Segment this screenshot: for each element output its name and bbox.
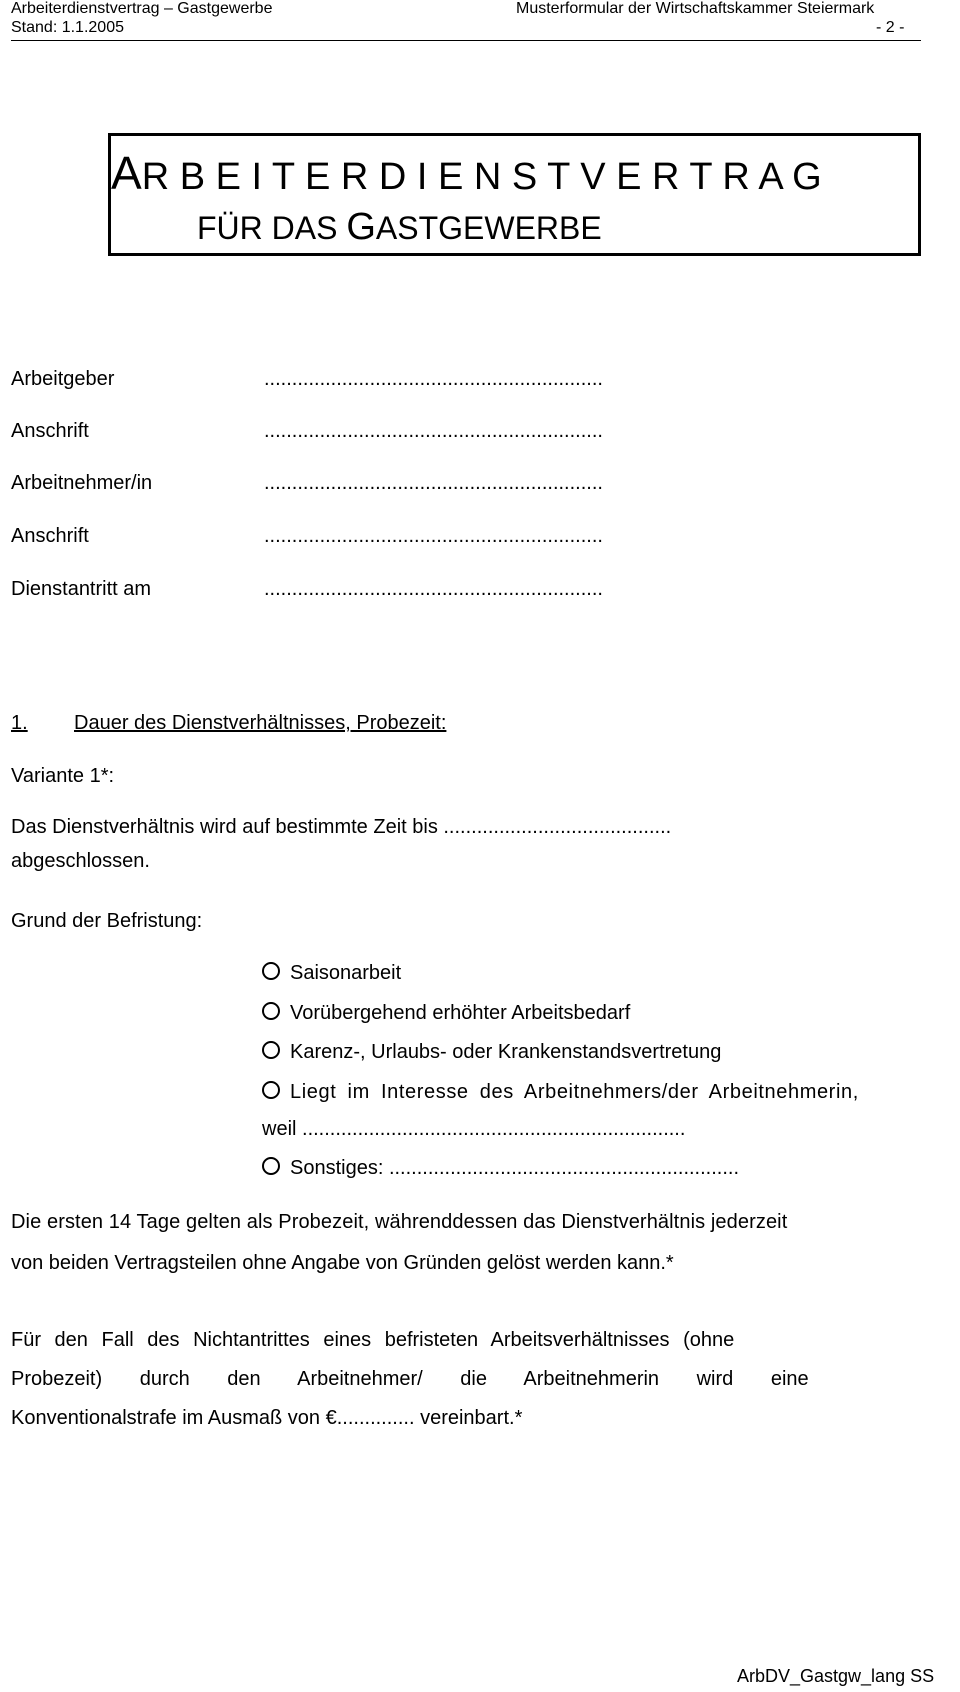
radio-circle-icon: [262, 1041, 280, 1059]
title-line-1: [111, 147, 822, 199]
option-weil-line[interactable]: weil .....................................................................: [262, 1118, 686, 1140]
title-line2-a: FÜR DAS: [197, 210, 347, 246]
option-voruebergehend[interactable]: [262, 1001, 630, 1025]
konventional-line-1: Für den Fall des Nichtantrittes eines befristeten Arbeitsverhältnisses (ohne: [11, 1329, 735, 1351]
title-rest: R B E I T E R D I E N S T V E R T R A G: [141, 156, 822, 198]
section-heading: Dauer des Dienstverhältnisses, Probezeit:: [74, 712, 447, 734]
option-sonstiges[interactable]: [262, 1156, 739, 1180]
option-label: Saisonarbeit: [290, 962, 402, 984]
radio-circle-icon: [262, 1157, 280, 1175]
option-interesse[interactable]: [262, 1080, 960, 1104]
option-label: Sonstiges: ...............................................................: [290, 1157, 740, 1179]
option-label: Liegt im Interesse des Arbeitnehmers/der Arbeitnehmerin,: [290, 1081, 859, 1103]
option-label: Karenz-, Urlaubs- oder Krankenstandsvertretung: [290, 1041, 722, 1063]
konventional-line-3: Konventionalstrafe im Ausmaß von €.............. vereinbart.*: [11, 1407, 523, 1429]
section-number: 1.: [11, 712, 28, 734]
field-dots-arbeitnehmer[interactable]: .............................................................: [264, 472, 603, 494]
header-left-title: Arbeiterdienstvertrag – Gastgewerbe: [11, 0, 273, 17]
field-dots-arbeitgeber[interactable]: .............................................................: [264, 368, 603, 390]
title-box: [108, 133, 921, 256]
header-page-number: - 2 -: [876, 19, 905, 36]
befristung-line-1: Das Dienstverhältnis wird auf bestimmte Zeit bis .........................................: [11, 816, 672, 838]
befristung-line-2: abgeschlossen.: [11, 850, 150, 872]
title-initial: A: [111, 147, 142, 199]
footer-code: ArbDV_Gastgw_lang SS: [737, 1666, 935, 1686]
title-line2-b: G: [346, 206, 376, 248]
konventional-line-2: Probezeit) durch den Arbeitnehmer/ die Arbeitnehmerin wird eine: [11, 1368, 809, 1390]
option-saisonarbeit[interactable]: [262, 961, 401, 985]
header-left-date: Stand: 1.1.2005: [11, 19, 124, 36]
header-right-title: Musterformular der Wirtschaftskammer Steiermark: [516, 0, 875, 17]
option-label: Vorübergehend erhöhter Arbeitsbedarf: [290, 1002, 631, 1024]
field-label-dienstantritt: Dienstantritt am: [11, 578, 152, 600]
field-label-anschrift-1: Anschrift: [11, 420, 89, 442]
radio-circle-icon: [262, 962, 280, 980]
field-label-anschrift-2: Anschrift: [11, 525, 89, 547]
field-label-arbeitgeber: Arbeitgeber: [11, 368, 115, 390]
field-dots-anschrift-2[interactable]: .............................................................: [264, 525, 603, 547]
radio-circle-icon: [262, 1081, 280, 1099]
option-karenz[interactable]: [262, 1040, 721, 1064]
field-label-arbeitnehmer: Arbeitnehmer/in: [11, 472, 153, 494]
field-dots-anschrift-1[interactable]: .............................................................: [264, 420, 603, 442]
probezeit-line-1: Die ersten 14 Tage gelten als Probezeit, währenddessen das Dienstverhältnis jederzeit: [11, 1211, 788, 1233]
title-line2-c: ASTGEWERBE: [375, 210, 602, 246]
variant-label: Variante 1*:: [11, 765, 115, 787]
header-divider: [11, 40, 921, 41]
grund-label: Grund der Befristung:: [11, 910, 203, 932]
probezeit-line-2: von beiden Vertragsteilen ohne Angabe von Gründen gelöst werden kann.*: [11, 1252, 674, 1274]
radio-circle-icon: [262, 1002, 280, 1020]
title-line-2: [197, 208, 602, 247]
field-dots-dienstantritt[interactable]: .............................................................: [264, 578, 603, 600]
